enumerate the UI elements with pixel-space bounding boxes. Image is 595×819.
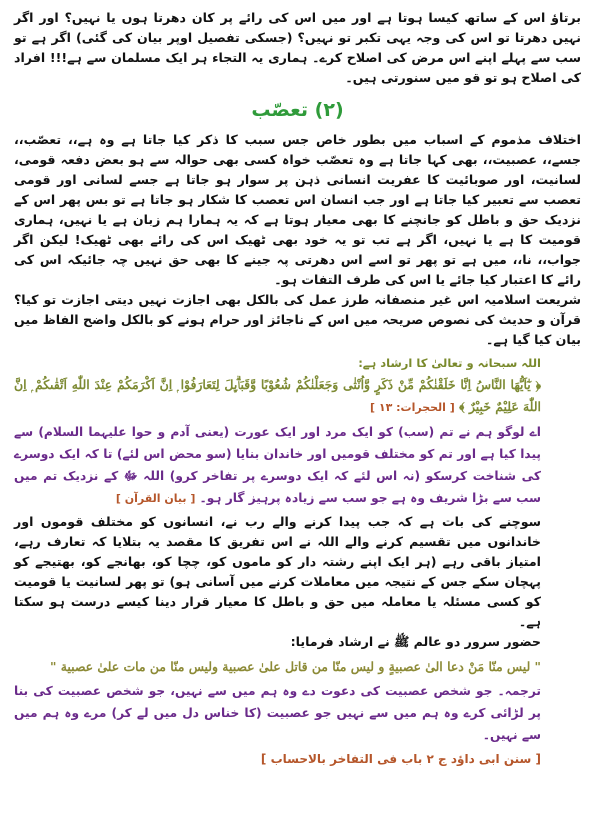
quran-intro-label: اللہ سبحانہ و تعالیٰ کا ارشاد ہے: xyxy=(358,356,541,370)
quran-verse-reference: [ الحجرات: ۱۳ ] xyxy=(370,401,455,414)
quran-translation-reference: [ بیان القرآن ] xyxy=(115,492,196,505)
prejudice-paragraph: اختلاف مذموم کے اسباب میں بطور خاص جس سبب کا ذکر کیا جاتا ہے وہ ہے،، تعصّب،، جسے،، عصبیت،، بھی کہا جاتا ہے وہ تعصّب خواہ کسی بھی حوالہ سے ہو بعض دفعہ قومی، لسانیت، اور صوبائیت کا عفریت انسانی ذہن پر سوار ہو جاتا ہے جسے لسانی اور قومی تعصب سے تعبیر کیا جاتا ہے اور جب انسان اس تعصب کا شکار ہو جاتا ہے تو بس پھر اس کے نزدیک حق و باطل کو جانچنے کا بھی معیار ہوتا ہے کہ یہ ہمارا ہم زبان ہے یا نہیں، ہماری قومیت کا ہے یا نہیں، اگر ہے تب تو یہ خود بھی ٹھیک اس کی رائے بھی ٹھیک! لیکن اگر جواب،، نا،، میں ہے تو پھر تو اسے اس دھرتی پہ جینے کا بھی حق نہیں چہ جائیکہ اس کی رائے کا اعتبار کیا جائے یا اس کی طرف التفات ہو۔ xyxy=(14,132,581,287)
quran-verse xyxy=(14,374,541,419)
hadith-intro: حضور سرور دو عالم ﷺ نے ارشاد فرمایا: xyxy=(290,634,541,649)
section-heading xyxy=(14,98,581,122)
sharia-paragraph: شریعت اسلامیہ اس غیر منصفانہ طرز عمل کی بالکل بھی اجازت نہیں دیتی اجازت تو کیا؟ قرآن و حدیث کی نصوص صریحہ میں اس کے ناجائز اور حرام ہونے کو بالکل واضح الفاظ میں بیان کیا گیا ہے۔ xyxy=(14,292,581,347)
hadith-translation: ترجمہ۔ جو شخص عصبیت کی دعوت دے وہ ہم میں سے نہیں، جو شخص عصبیت کی بنا پر لڑائی کرے وہ ہم میں سے نہیں جو عصبیت (کا خناس دل میں لے کر) مرے وہ ہم میں سے نہیں۔ xyxy=(14,684,541,742)
section-number: (۲) xyxy=(314,99,344,121)
quran-translation xyxy=(14,421,541,510)
quran-verse-text: ﴿ يٰٓاَيُّهَا النَّاسُ اِنَّا خَلَقْنٰكُمْ مِّنْ ذَكَرٍ وَّاُنْثٰى وَجَعَلْنٰكُمْ شُعُوْبًا وَّقَبَاۗىِٕلَ لِتَعَارَفُوْا ۭ اِنَّ اَكْرَمَكُمْ عِنْدَ اللّٰهِ اَتْقٰىكُمْ ۭ اِنَّ اللّٰهَ عَلِيْمٌ خَبِيْرٌ ﴾ xyxy=(14,377,541,414)
hadith-arabic-text: " ليس منّا مَنْ دعا الىٰ عصبيةٍ و ليس منّا من قاتل علىٰ عصبية وليس منّا من مات علىٰ عصبية " xyxy=(49,659,541,674)
intro-paragraph: برتاؤ اس کے ساتھ کیسا ہوتا ہے اور میں اس کی رائے پر کان دھرتا ہوں یا نہیں؟ اور اگر نہیں دھرتا تو اس کی وجہ یہی تکبر تو نہیں؟ (جسکی تفصیل اوپر بیان کی گئی) اگر ہے تو سب سے پہلے اپنے اس مرض کی اصلاح کرے۔ ہماری یہ التجاء ہر ایک مسلمان سے ہے!!! افراد کی اصلاح ہو تو قو میں سنورتی ہیں۔ xyxy=(14,10,581,85)
reflection-paragraph: سوچنے کی بات ہے کہ جب پیدا کرنے والے رب نے، انسانوں کو مختلف قوموں اور خاندانوں میں تقسیم کرنے والے اللہ نے اس تفریق کا مقصد یہ بتلایا کہ تعارف رہے، امتیاز باقی رہے (ہر ایک اپنے رشتہ دار کو ماموں کو، چچا کو، بھانجے کو، بھتیجے کو پہچان سکے جس کے نتیجہ میں معاملات کرنے میں آسانی ہو) تو پھر لسانیت یا قومیت کو کسی مسئلہ یا معاملہ میں حق و باطل کا معیار قرار دینا کیسے درست ہو سکتا ہے۔ xyxy=(14,514,541,629)
quran-translation-text: اے لوگو ہم نے تم (سب) کو ایک مرد اور ایک عورت (یعنی آدم و حوا علیہما السلام) سے پیدا کیا ہے اور تم کو مختلف قومیں اور خاندان بنایا (سو محض اس لئے) تا کہ ایک دوسرے کی شناخت کرسکو (نہ اس لئے کہ ایک دوسرے پر تفاخر کرو) اللہ ﷻ کے نزدیک تم میں سب سے بڑا شریف وہ ہے جو سب سے زیادہ پرہیز گار ہو۔ xyxy=(14,425,541,505)
section-title: تعصّب xyxy=(251,99,309,121)
hadith-source-reference: [ سنن ابی داؤد ج ۲ باب فی التفاخر بالاحساب ] xyxy=(260,752,541,766)
